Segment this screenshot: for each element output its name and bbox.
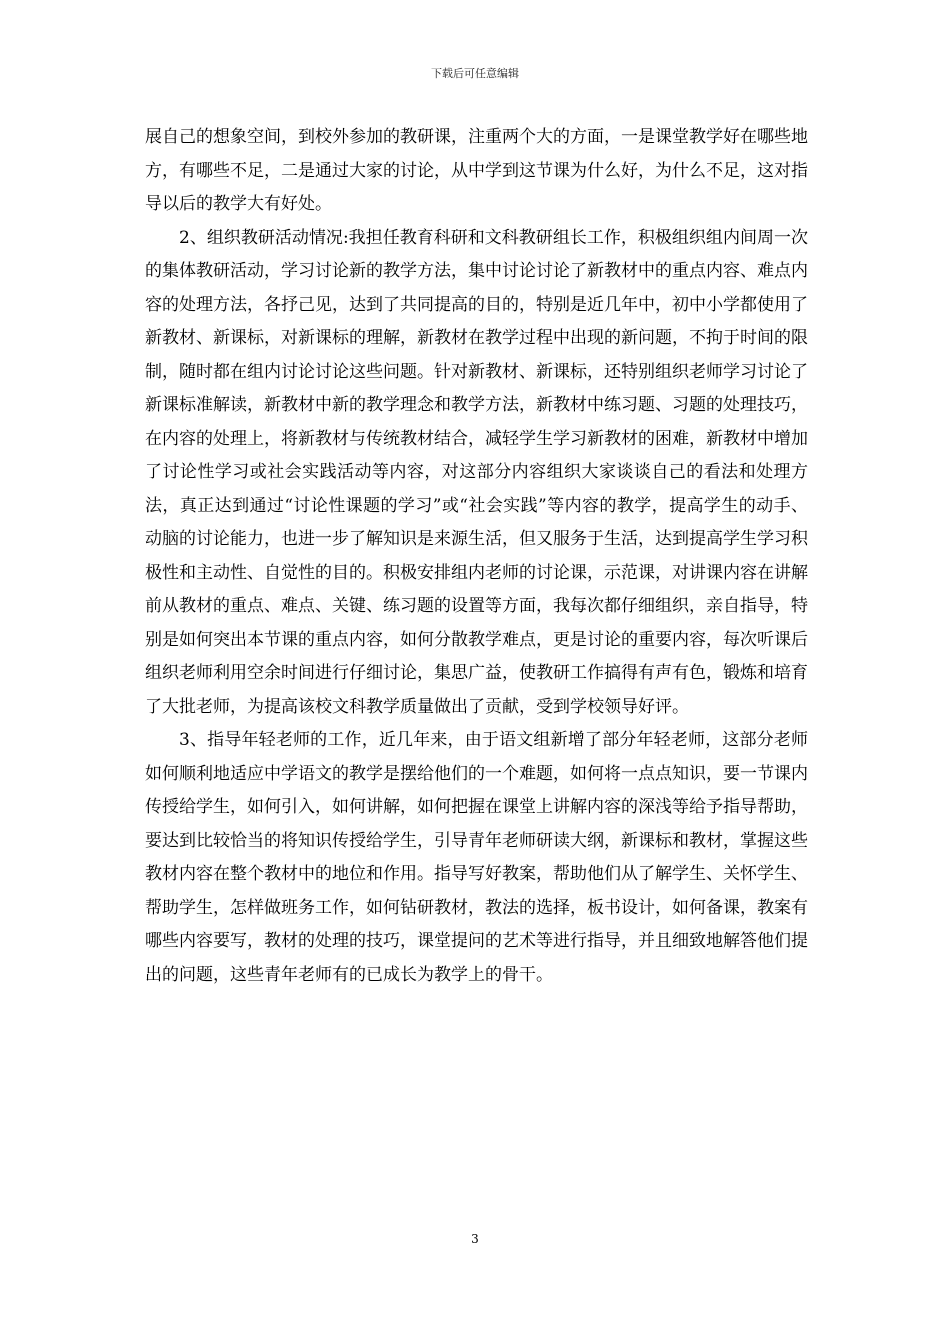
paragraph-continuation: 展自己的想象空间，到校外参加的教研课，注重两个大的方面，一是课堂教学好在哪些地方，有哪些不足，二是通过大家的讨论，从中学到这节课为什么好，为什么不足，这对指导以后的教学大有好处。 <box>145 127 808 214</box>
page-header: 下载后可任意编辑 <box>431 67 519 80</box>
document-body <box>145 121 808 992</box>
paragraph-young-teachers: 3、指导年轻老师的工作，近几年来，由于语文组新增了部分年轻老师，这部分老师如何顺利地适应中学语文的教学是摆给他们的一个难题，如何将一点点知识，要一节课内传授给学生，如何引入，如何讲解，如何把握在课堂上讲解内容的深浅等给予指导帮助，要达到比较恰当的将知识传授给学生，引导青年老师研读大纲，新课标和教材，掌握这些教材内容在整个教材中的地位和作用。指导写好教案，帮助他们从了解学生、关怀学生、帮助学生，怎样做班务工作，如何钻研教材，教法的选择，板书设计，如何备课，教案有哪些内容要写，教材的处理的技巧，课堂提问的艺术等进行指导，并且细致地解答他们提出的问题，这些青年老师有的已成长为教学上的骨干。 <box>145 730 808 985</box>
paragraph-teaching-research: 2、组织教研活动情况:我担任教育科研和文科教研组长工作，积极组织组内间周一次的集体教研活动，学习讨论新的教学方法，集中讨论讨论了新教材中的重点内容、难点内容的处理方法，各抒己见，达到了共同提高的目的，特别是近几年中，初中小学都使用了新教材、新课标，对新课标的理解，新教材在教学过程中出现的新问题，不拘于时间的限制，随时都在组内讨论讨论这些问题。针对新教材、新课标，还特别组织老师学习讨论了新课标准解读，新教材中新的教学理念和教学方法，新教材中练习题、习题的处理技巧，在内容的处理上，将新教材与传统教材结合，减轻学生学习新教材的困难，新教材中增加了讨论性学习或社会实践活动等内容，对这部分内容组织大家谈谈自己的看法和处理方法，真正达到通过“讨论性课题的学习”或“社会实践”等内容的教学，提高学生的动手、动脑的讨论能力，也进一步了解知识是来源生活，但又服务于生活，达到提高学生学习积极性和主动性、自觉性的目的。积极安排组内老师的讨论课，示范课，对讲课内容在讲解前从教材的重点、难点、关键、练习题的设置等方面，我每次都仔细组织，亲自指导，特别是如何突出本节课的重点内容，如何分散教学难点，更是讨论的重要内容，每次听课后组织老师利用空余时间进行仔细讨论，集思广益，使教研工作搞得有声有色，锻炼和培育了大批老师，为提高该校文科教学质量做出了贡献，受到学校领导好评。 <box>145 227 808 717</box>
page-number: 3 <box>471 1232 479 1246</box>
